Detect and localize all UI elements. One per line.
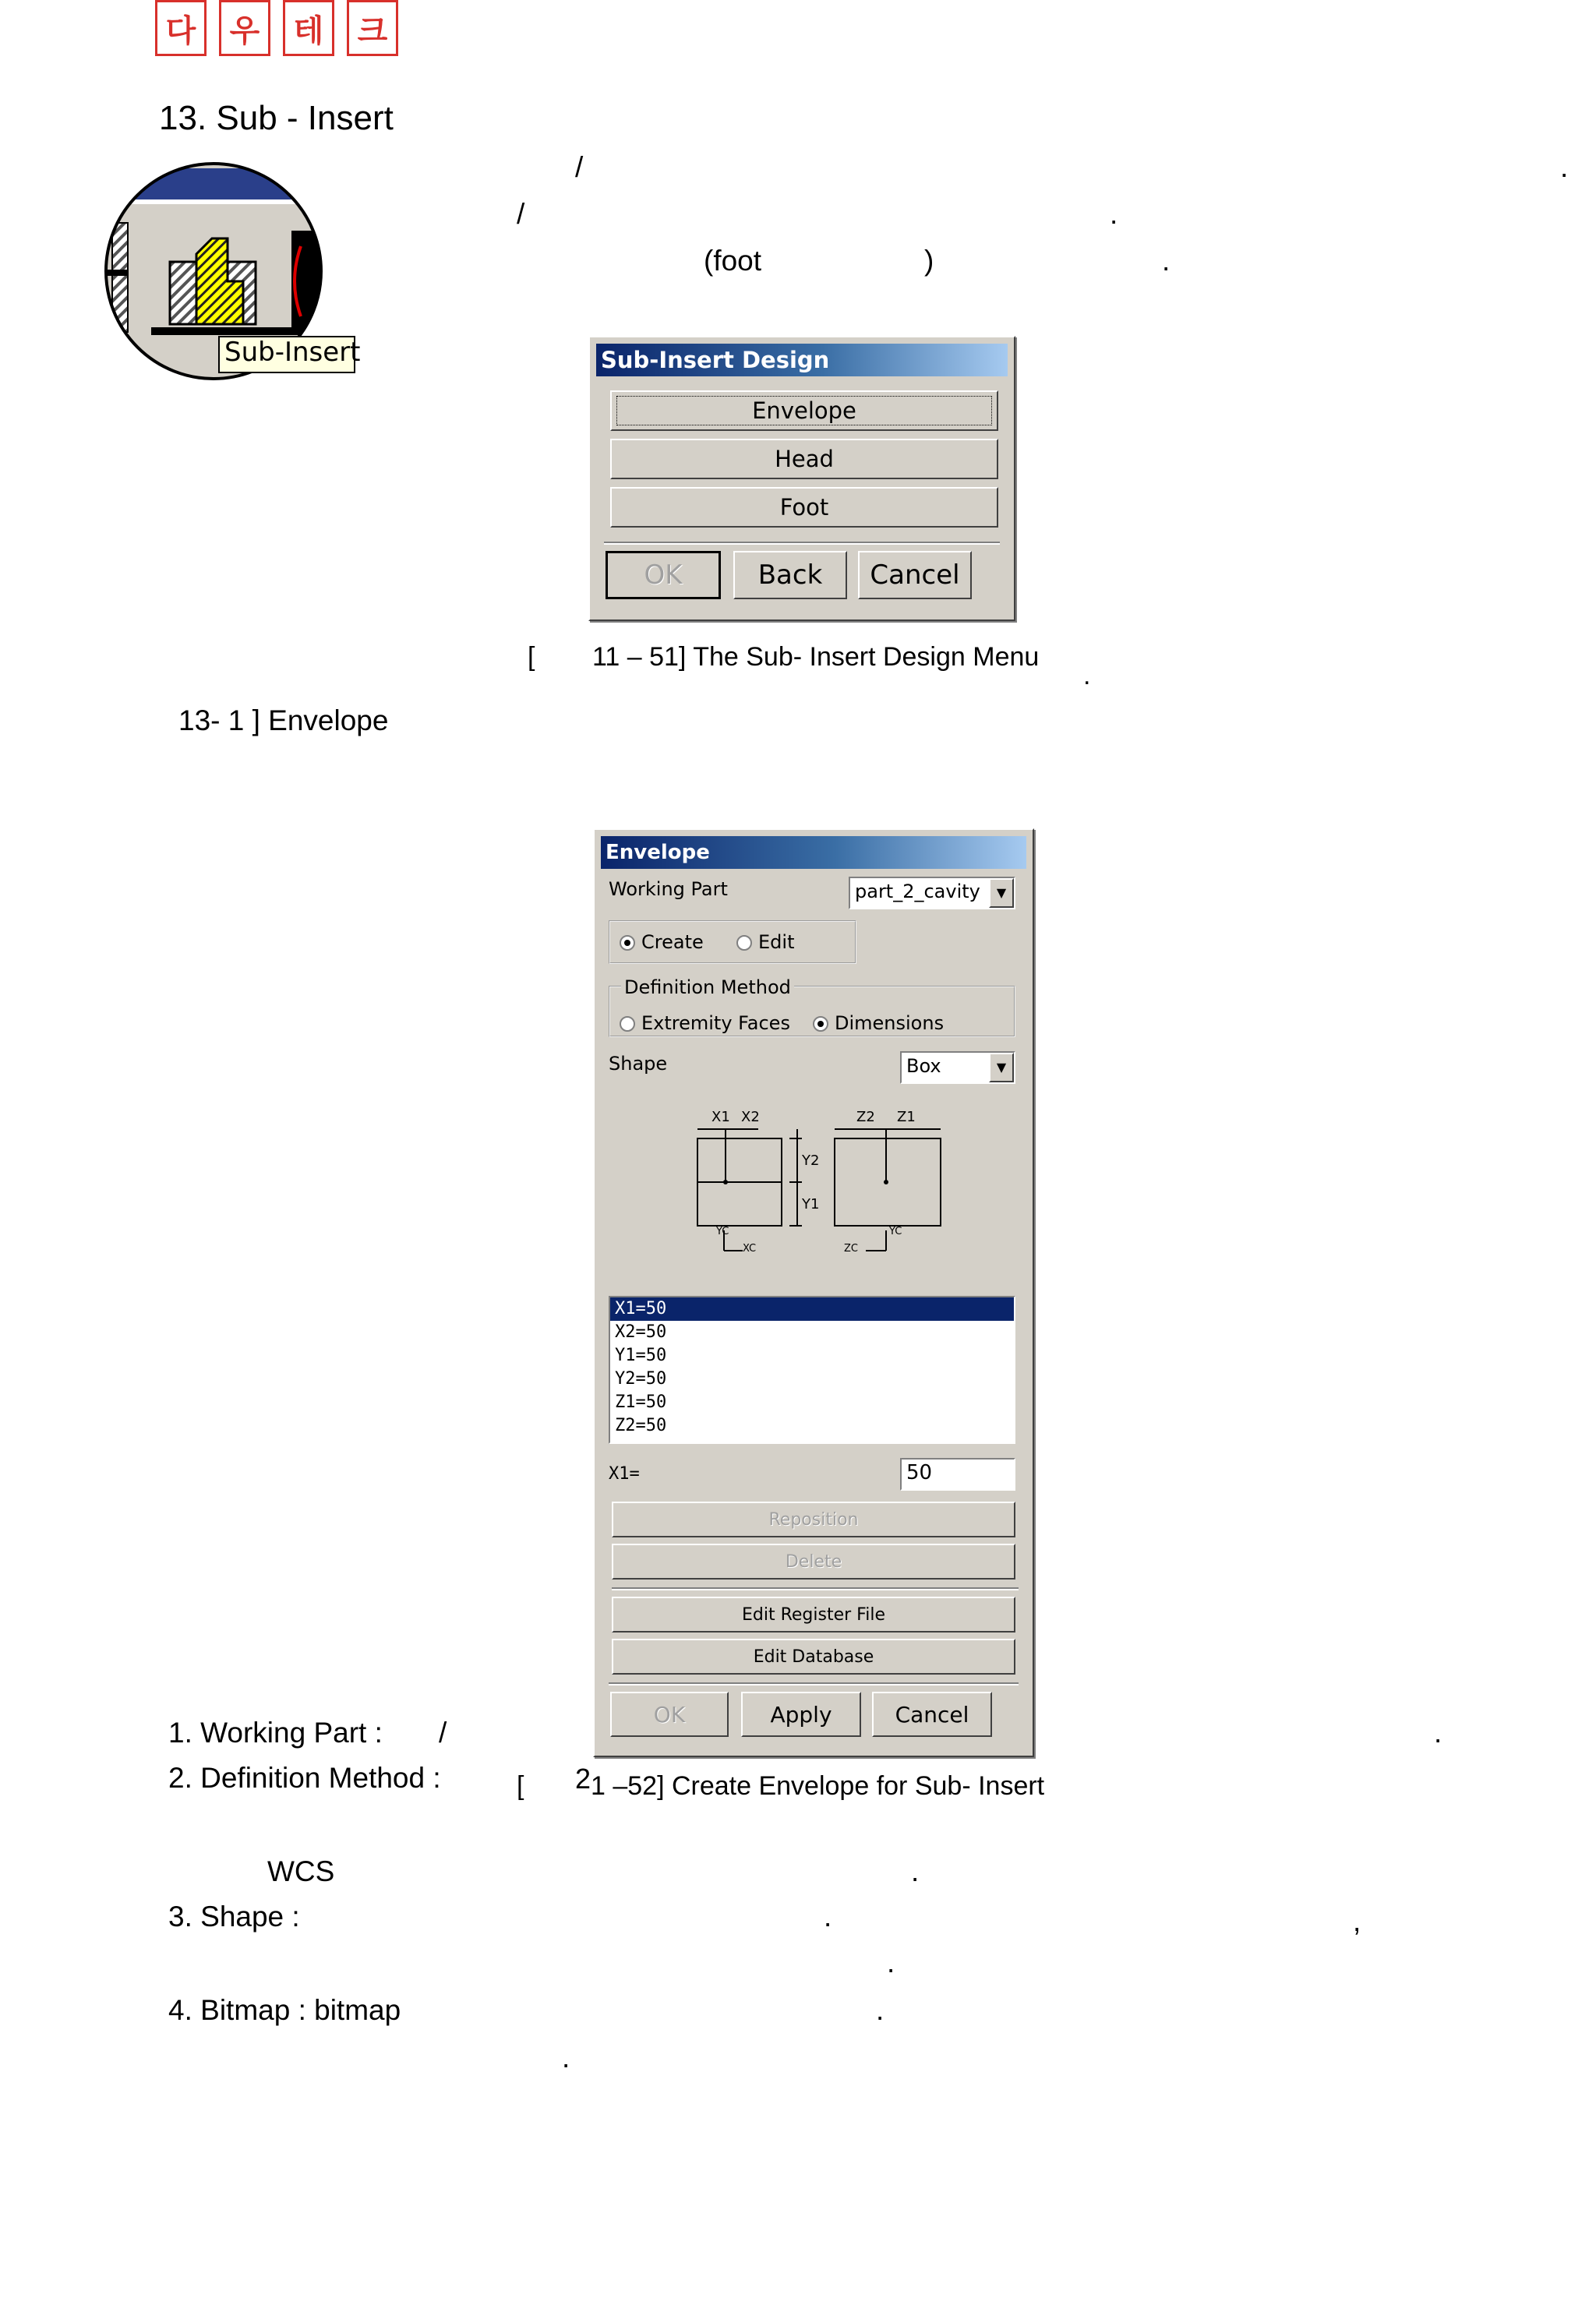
logo-char-1: 다 — [155, 0, 207, 56]
edit-label: Edit — [758, 931, 795, 953]
item-shape-end: . — [824, 1901, 832, 1933]
intro-line2-slash: / — [517, 198, 525, 230]
create-label: Create — [641, 931, 704, 953]
item-shape-comma: , — [1353, 1905, 1361, 1937]
section-heading: 13- 1 ] Envelope — [178, 704, 389, 736]
edit-database-button[interactable]: Edit Database — [612, 1639, 1015, 1675]
item-definition-method: 2. Definition Method : — [168, 1762, 441, 1794]
cancel-button[interactable]: Cancel — [872, 1692, 992, 1737]
caption1-dot: . — [1083, 661, 1091, 690]
dialog-title: Sub-Insert Design — [596, 344, 1008, 376]
value-input[interactable]: 50 — [900, 1458, 1015, 1491]
working-part-select[interactable] — [849, 877, 1015, 909]
envelope-button[interactable]: Envelope — [610, 390, 998, 431]
caption2-number: 2 — [575, 1763, 591, 1795]
page-title: 13. Sub - Insert — [159, 99, 394, 137]
envelope-title: Envelope — [601, 836, 1026, 869]
intro-line1-slash: / — [575, 151, 584, 183]
dimensions-radio[interactable] — [813, 1012, 944, 1034]
label-y2: Y2 — [802, 1152, 820, 1169]
reposition-button[interactable]: Reposition — [612, 1502, 1015, 1537]
label-x1: X1 — [711, 1109, 730, 1125]
chevron-down-icon[interactable]: ▼ — [989, 878, 1014, 908]
shape-select[interactable] — [900, 1051, 1015, 1084]
working-part-label: Working Part — [609, 878, 728, 900]
item-bitmap: 4. Bitmap : bitmap — [168, 1994, 401, 2026]
label-zc: ZC — [844, 1243, 858, 1255]
radio-icon — [620, 1016, 635, 1032]
list-item[interactable]: X1=50 — [610, 1297, 1014, 1321]
ok-button[interactable]: OK — [610, 1692, 729, 1737]
sub-insert-design-dialog — [588, 336, 1015, 621]
extremity-faces-radio[interactable] — [620, 1012, 790, 1034]
logo-char-3: 테 — [283, 0, 334, 56]
radio-icon — [736, 935, 752, 951]
item-working-part: 1. Working Part : — [168, 1717, 383, 1749]
dimensions-label: Dimensions — [835, 1012, 945, 1034]
intro-line1-end: . — [1560, 151, 1569, 183]
label-xc: XC — [743, 1243, 757, 1255]
create-radio[interactable] — [620, 931, 704, 953]
item-bitmap-end: . — [876, 1994, 885, 2026]
shape-value: Box — [906, 1055, 941, 1077]
separator — [604, 542, 1000, 545]
figure-caption-2: 1 –52] Create Envelope for Sub- Insert — [591, 1771, 1045, 1801]
shape-label: Shape — [609, 1053, 668, 1075]
extremity-faces-label: Extremity Faces — [641, 1012, 790, 1034]
definition-method-label: Definition Method — [621, 976, 794, 998]
item-shape: 3. Shape : — [168, 1901, 300, 1933]
separator — [609, 1682, 1019, 1685]
intro-line3-end: . — [1162, 245, 1171, 277]
separator — [612, 1587, 1019, 1590]
bitmap-diagram — [680, 1109, 953, 1255]
item-wcs: WCS — [267, 1855, 335, 1887]
item-working-part-slash: / — [439, 1717, 447, 1749]
chevron-down-icon[interactable]: ▼ — [989, 1053, 1014, 1082]
envelope-dialog — [593, 828, 1034, 1757]
logo-char-4: 크 — [347, 0, 398, 56]
back-button[interactable]: Back — [733, 551, 847, 599]
foot-button[interactable]: Foot — [610, 487, 998, 528]
delete-button[interactable]: Delete — [612, 1544, 1015, 1580]
head-button[interactable]: Head — [610, 439, 998, 479]
caption1-bracket: [ — [528, 642, 535, 672]
sub-insert-tooltip: Sub-Insert — [224, 337, 361, 368]
label-x2: X2 — [741, 1109, 760, 1125]
working-part-value: part_2_cavity — [855, 881, 980, 902]
label-yc-left: YC — [716, 1226, 729, 1237]
radio-icon — [620, 935, 635, 951]
apply-button[interactable]: Apply — [741, 1692, 861, 1737]
intro-line3-text: (foot — [704, 245, 762, 277]
value-label: X1= — [609, 1464, 640, 1484]
label-yc-right: YC — [889, 1226, 902, 1237]
caption2-bracket: [ — [517, 1771, 524, 1801]
list-item[interactable]: Y2=50 — [615, 1369, 667, 1389]
list-item[interactable]: X2=50 — [615, 1322, 667, 1342]
edit-radio[interactable] — [736, 931, 794, 953]
label-z1: Z1 — [897, 1109, 916, 1125]
list-item[interactable]: Z1=50 — [615, 1392, 667, 1412]
intro-line2-end: . — [1110, 198, 1118, 230]
item-shape-line2-end: . — [887, 1947, 895, 1978]
label-z2: Z2 — [856, 1109, 875, 1125]
intro-line3-paren: ) — [924, 245, 934, 277]
ok-button[interactable]: OK — [606, 551, 721, 599]
dimension-list[interactable] — [609, 1296, 1015, 1444]
radio-icon — [813, 1016, 828, 1032]
item-bitmap-line2-end: . — [562, 2042, 570, 2074]
logo-char-2: 우 — [219, 0, 270, 56]
cancel-button[interactable]: Cancel — [858, 551, 972, 599]
edit-register-file-button[interactable]: Edit Register File — [612, 1597, 1015, 1633]
label-y1: Y1 — [802, 1196, 820, 1212]
figure-caption-1: 11 – 51] The Sub- Insert Design Menu — [592, 642, 1040, 672]
item-wcs-end: . — [911, 1855, 920, 1887]
list-item[interactable]: Y1=50 — [615, 1346, 667, 1365]
item-working-part-end: . — [1434, 1717, 1442, 1749]
list-item[interactable]: Z2=50 — [615, 1416, 667, 1435]
